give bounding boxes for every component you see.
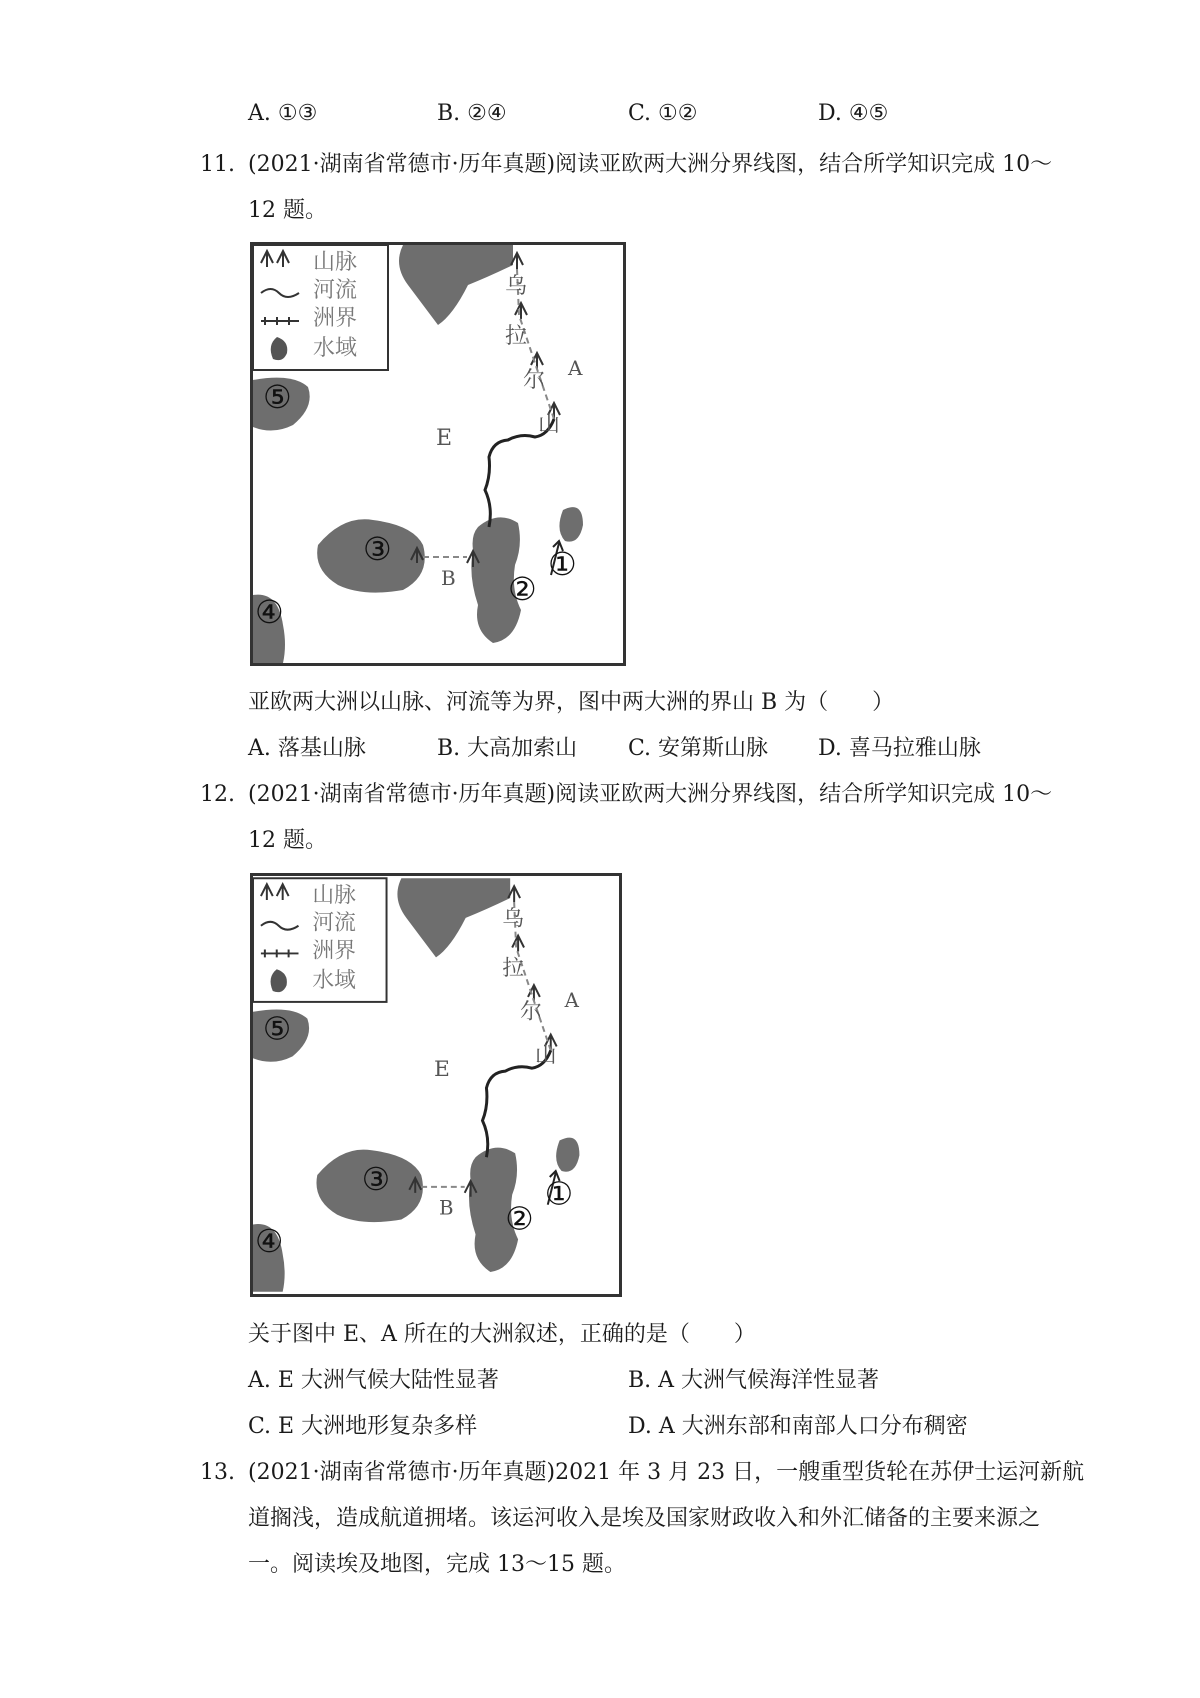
q10-option-d[interactable]: D. ④⑤ [818,101,889,126]
northern-sea [399,245,513,325]
q11-stem-line2: 12 题。 [248,198,327,223]
eurasia-boundary-map-2 [253,876,619,1294]
aral-sea [559,507,583,542]
q13-number: 13. [200,1460,235,1485]
marker-4: ④ [254,1224,284,1261]
legend-water: 水域 [313,336,358,361]
marker-3: ③ [363,530,392,568]
label-a: A [568,356,583,380]
q10-option-c[interactable]: C. ①② [628,101,698,126]
marker-2: ② [505,1201,534,1238]
ural-char-4: 山 [538,412,561,437]
q11-option-b[interactable]: B. 大高加索山 [437,736,578,761]
legend-water: 水域 [312,968,356,994]
marker-5: ⑤ [263,378,292,416]
legend-mountain: 山脉 [312,883,356,908]
q12-option-a[interactable]: A. E 大洲气候大陆性显著 [248,1368,499,1393]
eurasia-boundary-map [253,245,623,663]
q12-option-b[interactable]: B. A 大洲气候海洋性显著 [628,1368,880,1393]
q12-number: 12. [200,782,235,807]
q11-question: 亚欧两大洲以山脉、河流等为界，图中两大洲的界山 B 为（ ） [248,690,895,715]
label-e: E [436,426,453,451]
label-a: A [564,988,579,1012]
legend-boundary: 洲界 [313,306,358,331]
marker-1: ① [548,545,577,583]
label-b: B [441,566,456,590]
marker-3: ③ [361,1161,391,1198]
q11-option-d[interactable]: D. 喜马拉雅山脉 [818,736,981,761]
label-b: B [438,1196,454,1220]
q10-option-a[interactable]: A. ①③ [248,101,318,126]
ural-char-4: 山 [534,1043,557,1069]
q12-stem-line2: 12 题。 [248,828,327,853]
q11-number: 11. [200,152,235,177]
marker-4: ④ [255,593,284,631]
ural-char-3: 尔 [520,999,542,1025]
marker-1: ① [544,1176,574,1213]
legend-river: 河流 [312,910,356,936]
q11-option-a[interactable]: A. 落基山脉 [248,736,366,761]
q12-stem-line1: (2021·湖南省常德市·历年真题)阅读亚欧两大洲分界线图，结合所学知识完成 10～ [248,782,1053,807]
q12-option-c[interactable]: C. E 大洲地形复杂多样 [248,1414,478,1439]
q13-line2: 道搁浅，造成航道拥堵。该运河收入是埃及国家财政收入和外汇储备的主要来源之 [248,1506,1041,1531]
q12-option-d[interactable]: D. A 大洲东部和南部人口分布稠密 [628,1414,968,1439]
ural-char-1: 乌 [502,906,525,932]
south-land [253,592,623,663]
legend-mountain: 山脉 [313,250,358,275]
marker-5: ⑤ [262,1011,292,1048]
legend-river: 河流 [313,278,358,303]
q10-option-b[interactable]: B. ②④ [437,101,507,126]
aral-sea [556,1138,579,1172]
label-e: E [434,1057,450,1083]
q12-question: 关于图中 E、A 所在的大洲叙述，正确的是（ ） [248,1322,756,1347]
q11-map [250,242,626,666]
ural-char-2: 拉 [502,956,525,982]
legend-boundary: 洲界 [312,938,356,964]
q12-map [250,873,622,1297]
ural-char-2: 拉 [505,324,528,349]
ural-char-3: 尔 [523,368,546,393]
marker-2: ② [508,570,537,608]
q11-option-c[interactable]: C. 安第斯山脉 [628,736,769,761]
northern-sea [397,878,510,957]
q11-stem-line1: (2021·湖南省常德市·历年真题)阅读亚欧两大洲分界线图，结合所学知识完成 10～ [248,152,1053,177]
ural-char-1: 乌 [505,274,528,299]
q13-line1: (2021·湖南省常德市·历年真题)2021 年 3 月 23 日，一艘重型货轮在苏伊士运河新航 [248,1460,1085,1485]
q13-line3: 一。阅读埃及地图，完成 13～15 题。 [248,1552,626,1577]
